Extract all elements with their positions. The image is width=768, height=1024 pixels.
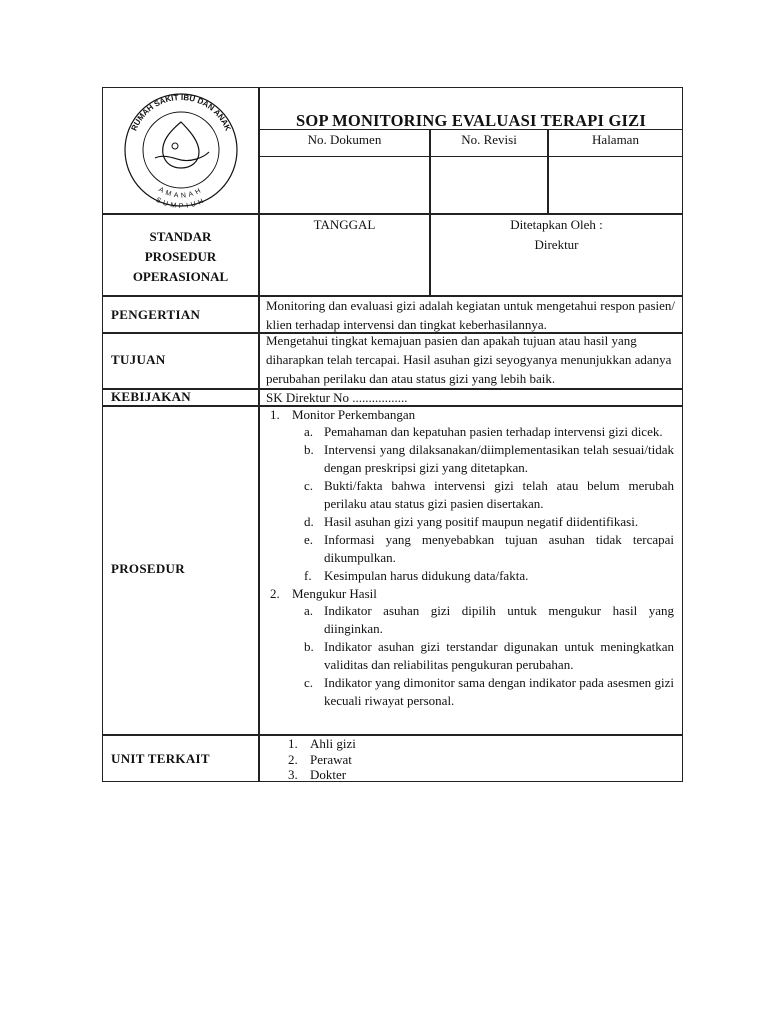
unit-terkait-label: UNIT TERKAIT — [111, 751, 210, 766]
kebijakan-text: SK Direktur No ................. — [266, 390, 408, 405]
substep-letter: a. — [304, 603, 314, 618]
substep-letter: f. — [304, 568, 312, 583]
unit-number: 3. — [288, 767, 298, 782]
substep-item — [296, 567, 674, 585]
unit-terkait-label-cell — [102, 735, 259, 782]
substep-text: Indikator asuhan gizi terstandar digunakan untuk meningkatkan validitas dan reliabilitas pengukuran perubahan. — [324, 639, 674, 672]
page-label: Halaman — [592, 132, 639, 147]
substep-letter: d. — [304, 514, 314, 529]
kebijakan-label: KEBIJAKAN — [111, 389, 191, 404]
substep-item — [296, 477, 674, 513]
substep-item — [296, 638, 674, 674]
substep-text: Indikator yang dimonitor sama dengan indikator pada asesmen gizi kecuali riwayat personal. — [324, 675, 674, 708]
substep-item — [296, 674, 674, 710]
kebijakan-label-cell — [102, 389, 259, 406]
unit-item — [288, 752, 356, 768]
approval-cell — [430, 214, 683, 296]
approved-by: Direktur — [534, 237, 579, 252]
document-number-cell — [259, 129, 430, 214]
tujuan-value-cell — [259, 333, 683, 389]
revision-cell — [430, 129, 548, 214]
pengertian-label: PENGERTIAN — [111, 307, 201, 322]
unit-text: Dokter — [310, 767, 347, 782]
tujuan-label: TUJUAN — [111, 352, 166, 367]
date-label: TANGGAL — [313, 217, 376, 232]
substep-list — [296, 602, 674, 710]
tujuan-label-cell — [102, 333, 259, 389]
logo-middle-text: AMANAH — [157, 186, 205, 200]
substep-item — [296, 602, 674, 638]
substep-text: Pemahaman dan kepatuhan pasien terhadap intervensi gizi dicek. — [324, 424, 663, 439]
unit-number: 1. — [288, 736, 298, 751]
substep-letter: c. — [304, 675, 314, 690]
substep-text: Bukti/fakta bahwa intervensi gizi telah atau belum merubah perilaku atau status gizi pasien disertakan. — [324, 478, 674, 511]
substep-item — [296, 441, 674, 477]
date-cell — [259, 214, 430, 296]
substep-item — [296, 513, 674, 531]
tujuan-text: Mengetahui tingkat kemajuan pasien dan apakah tujuan atau hasil yang diharapkan telah tercapai. Hasil asuhan gizi seyogyanya menunjukkan adanya perubahan perilaku dan atau status gizi yang lebih baik. — [266, 333, 672, 386]
kebijakan-value-cell — [259, 389, 683, 406]
substep-letter: c. — [304, 478, 314, 493]
step-title: Mengukur Hasil — [292, 586, 377, 601]
substep-item — [296, 423, 674, 441]
unit-text: Ahli gizi — [310, 736, 356, 751]
logo-top-text: RUMAH SAKIT IBU DAN ANAK — [129, 92, 233, 133]
substep-list — [296, 423, 674, 585]
step-item — [270, 406, 674, 585]
unit-item — [288, 736, 356, 752]
logo-bottom-text: SUMPIUH — [154, 196, 208, 211]
substep-text: Intervensi yang dilaksanakan/diimplementasikan telah sesuai/tidak dengan preskripsi gizi yang ditetapkan. — [324, 442, 674, 475]
unit-item — [288, 767, 356, 783]
unit-list — [288, 736, 356, 783]
prosedur-steps — [270, 406, 674, 710]
substep-item — [296, 531, 674, 567]
spo-cell — [102, 214, 259, 296]
revision-label: No. Revisi — [461, 132, 517, 147]
substep-text: Indikator asuhan gizi dipilih untuk mengukur hasil yang diinginkan. — [324, 603, 674, 636]
pengertian-text: Monitoring dan evaluasi gizi adalah kegiatan untuk mengetahui respon pasien/ klien terhadap intervensi dan tingkat keberhasilannya. — [266, 298, 676, 332]
pengertian-label-cell — [102, 296, 259, 333]
spo-line-1: STANDAR — [149, 229, 212, 244]
page-title: SOP MONITORING EVALUASI TERAPI GIZI — [296, 111, 646, 130]
substep-letter: b. — [304, 442, 314, 457]
substep-letter: a. — [304, 424, 314, 439]
approved-label: Ditetapkan Oleh : — [510, 217, 603, 232]
hospital-logo-icon — [103, 88, 258, 213]
spo-line-2: PROSEDUR — [144, 249, 217, 264]
prosedur-value-cell — [259, 406, 683, 735]
spo-label — [103, 227, 258, 287]
substep-letter: b. — [304, 639, 314, 654]
substep-letter: e. — [304, 532, 314, 547]
substep-text: Informasi yang menyebabkan tujuan asuhan tidak tercapai dikumpulkan. — [324, 532, 674, 565]
logo-cell — [102, 87, 259, 214]
unit-number: 2. — [288, 751, 298, 767]
substep-text: Kesimpulan harus didukung data/fakta. — [324, 568, 529, 583]
step-item — [270, 585, 674, 710]
unit-terkait-value-cell — [259, 735, 683, 782]
prosedur-label: PROSEDUR — [111, 561, 185, 576]
svg-text:RUMAH SAKIT IBU DAN ANAK — [129, 93, 232, 132]
step-title: Monitor Perkembangan — [292, 407, 416, 422]
step-number: 1. — [270, 407, 280, 422]
step-number: 2. — [270, 586, 280, 601]
pengertian-value-cell — [259, 296, 683, 333]
document-number-label: No. Dokumen — [307, 132, 382, 147]
unit-text: Perawat — [310, 751, 352, 767]
spo-line-3: OPERASIONAL — [132, 269, 229, 284]
page-number-cell — [548, 129, 683, 214]
prosedur-label-cell — [102, 406, 259, 735]
substep-text: Hasil asuhan gizi yang positif maupun negatif diidentifikasi. — [324, 514, 639, 529]
